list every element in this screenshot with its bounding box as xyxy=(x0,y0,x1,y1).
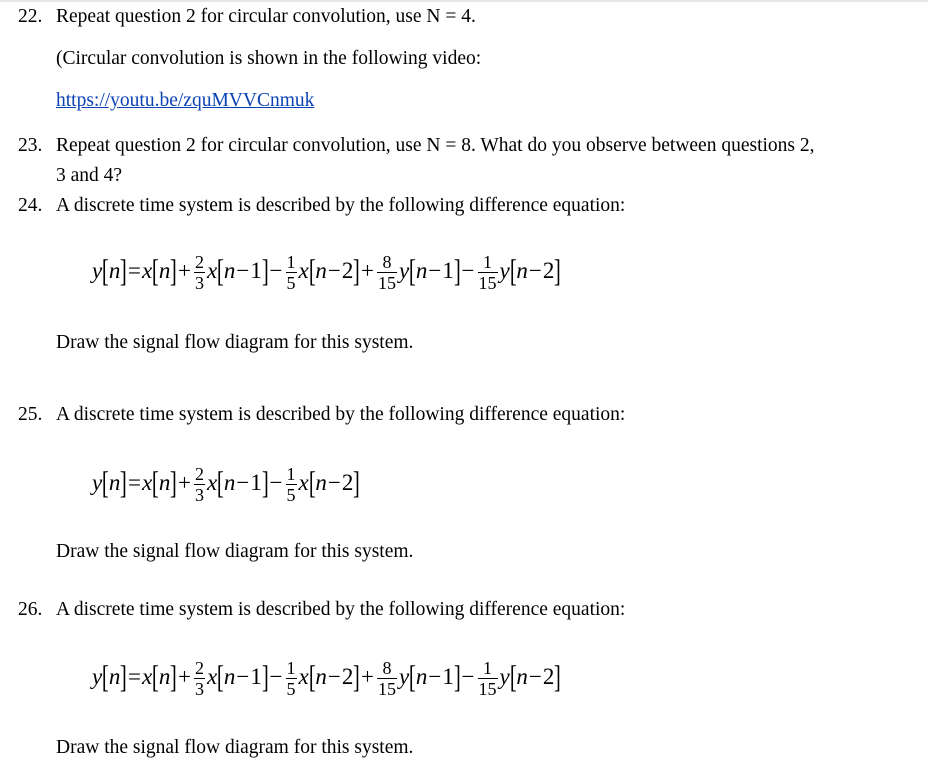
question-number: 26. xyxy=(18,599,43,620)
fraction-1-5: $\frac{1}{5}$ xyxy=(286,657,296,699)
difference-equation-25: y [ n ] = x [ n ] + $\frac{2}{3}$ x [ n − 1 ] − $\frac{1}{5}$ x [ n − 2 ] xyxy=(92,463,361,505)
instruction-text: Draw the signal flow diagram for this system. xyxy=(56,737,414,758)
y-symbol: y xyxy=(92,470,103,495)
question-number: 24. xyxy=(18,195,43,216)
question-text-line1: Repeat question 2 for circular convolution, use N = 8. What do you observe between questions 2, xyxy=(56,135,815,156)
question-text: A discrete time system is described by the following difference equation: xyxy=(56,195,626,216)
question-text: A discrete time system is described by the following difference equation: xyxy=(56,404,626,425)
fraction-8-15: $\frac{8}{15}$ xyxy=(378,657,397,699)
difference-equation-24: y [ n ] = x [ n ] + $\frac{2}{3}$ x [ n − 1 ] − $\frac{1}{5}$ x [ n − 2 ] + $\frac{8}{15}$ y [ n − 1 ] − $\frac{1}{15}$ y [ n − 2 ] xyxy=(92,251,562,293)
question-number: 23. xyxy=(18,135,43,156)
question-text-line2: 3 and 4? xyxy=(56,165,123,186)
equals-sign: = xyxy=(128,258,142,283)
fraction-2-3: $\frac{2}{3}$ xyxy=(195,251,205,293)
fraction-1-15: $\frac{1}{15}$ xyxy=(478,251,497,293)
question-text: Repeat question 2 for circular convolution, use N = 4. xyxy=(56,6,476,27)
instruction-text: Draw the signal flow diagram for this system. xyxy=(56,332,414,353)
fraction-2-3: $\frac{2}{3}$ xyxy=(195,463,205,505)
x-symbol: x xyxy=(142,470,153,495)
question-number: 25. xyxy=(18,404,43,425)
fraction-1-5: $\frac{1}{5}$ xyxy=(286,251,296,293)
question-number: 22. xyxy=(18,6,43,27)
fraction-2-3: $\frac{2}{3}$ xyxy=(195,657,205,699)
y-symbol: y xyxy=(92,664,103,689)
x-symbol: x xyxy=(142,258,153,283)
fraction-8-15: $\frac{8}{15}$ xyxy=(378,251,397,293)
x-symbol: x xyxy=(142,664,153,689)
fraction-1-15: $\frac{1}{15}$ xyxy=(478,657,497,699)
equals-sign: = xyxy=(128,470,142,495)
youtube-link[interactable]: https://youtu.be/zquMVVCnmuk xyxy=(56,90,315,111)
equals-sign: = xyxy=(128,664,142,689)
instruction-text: Draw the signal flow diagram for this system. xyxy=(56,541,414,562)
note-text: (Circular convolution is shown in the following video: xyxy=(56,48,482,69)
question-text: A discrete time system is described by the following difference equation: xyxy=(56,599,626,620)
difference-equation-26: y [ n ] = x [ n ] + $\frac{2}{3}$ x [ n − 1 ] − $\frac{1}{5}$ x [ n − 2 ] + $\frac{8}{15}$ y [ n − 1 ] − $\frac{1}{15}$ y [ n − 2 ] xyxy=(92,657,562,699)
y-symbol: y xyxy=(92,258,103,283)
page-top-border xyxy=(0,0,928,2)
fraction-1-5: $\frac{1}{5}$ xyxy=(286,463,296,505)
